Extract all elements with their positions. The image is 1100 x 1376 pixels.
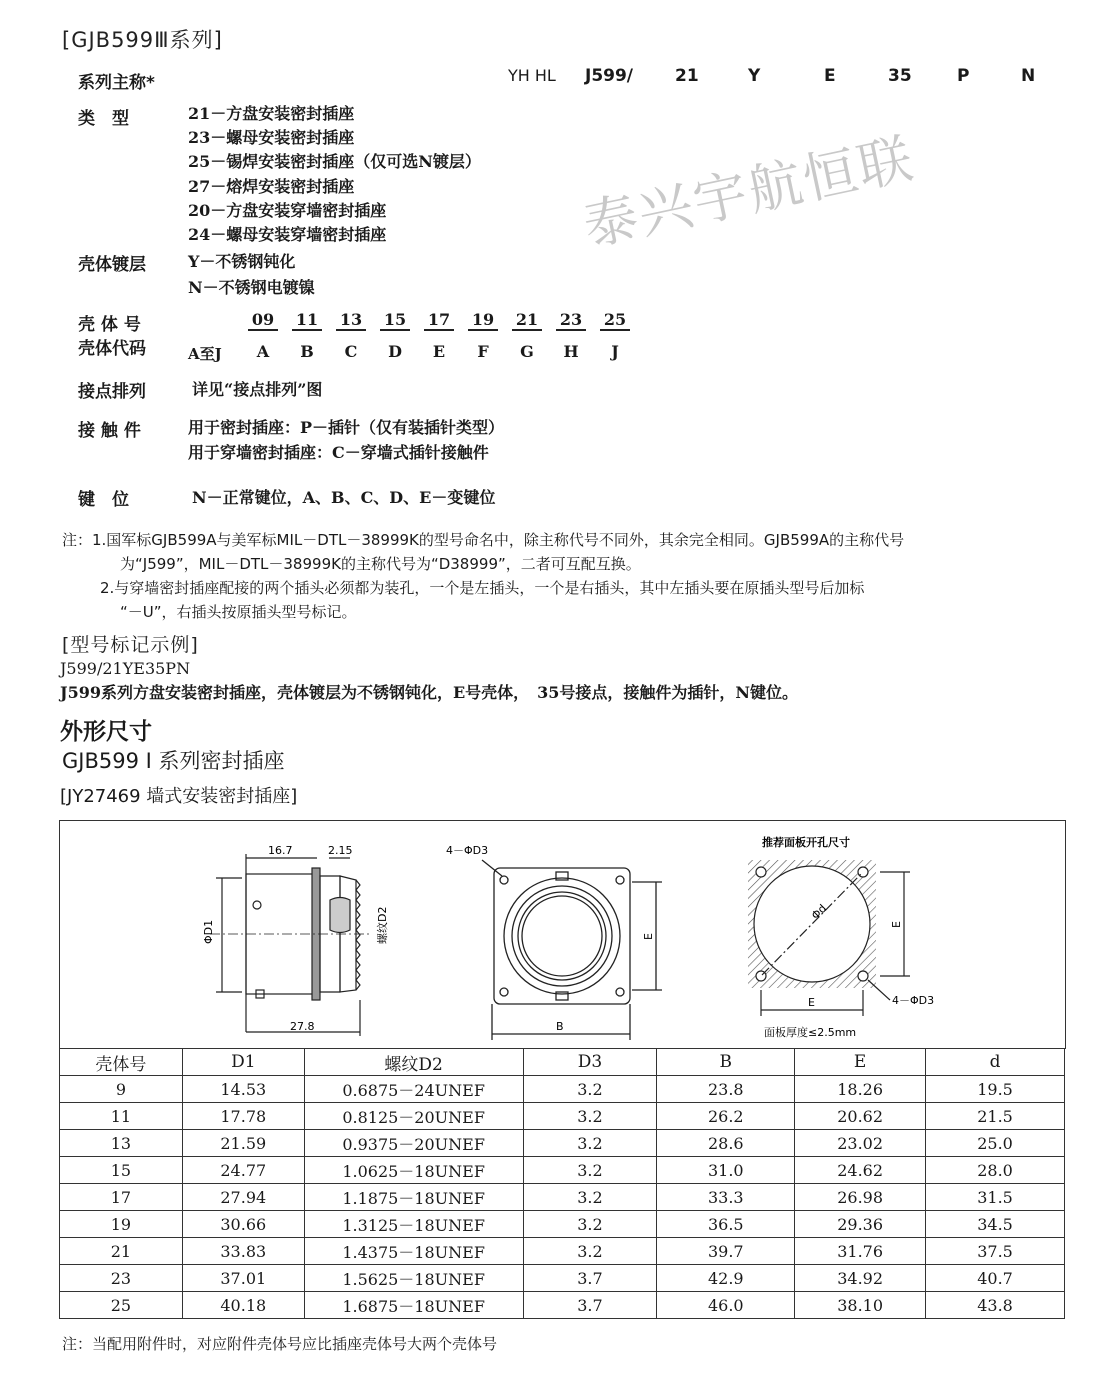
table-cell: 19.5 xyxy=(926,1076,1065,1103)
shell-code: A xyxy=(256,342,270,361)
note-line: 注：1.国军标GJB599A与美军标MIL－DTL－38999K的型号命名中，除主称代号不同外，其余完全相同。GJB599A的主称代号 xyxy=(62,531,905,549)
dim-2-15: 2.15 xyxy=(328,844,353,857)
note-line: “－U”，右插头按原插头型号标记。 xyxy=(120,603,357,621)
table-cell: 1.5625－18UNEF xyxy=(304,1265,523,1292)
code-part: P xyxy=(957,66,970,86)
dimension-table xyxy=(59,1048,1065,1319)
table-cell: 25 xyxy=(60,1292,183,1319)
type-item: 20－方盘安装穿墙密封插座 xyxy=(188,200,387,220)
contact-line: 用于穿墙密封插座：C－穿墙式插针接触件 xyxy=(188,443,489,462)
table-cell: 31.5 xyxy=(926,1184,1065,1211)
shell-size: 15 xyxy=(380,310,410,331)
shell-code: E xyxy=(432,342,446,361)
table-cell: 17 xyxy=(60,1184,183,1211)
shell-size: 25 xyxy=(600,310,630,331)
series-title: [GJB599Ⅲ系列] xyxy=(62,28,223,52)
plating-item: N－不锈钢电镀镍 xyxy=(188,278,315,297)
table-cell: 38.10 xyxy=(795,1292,926,1319)
table-cell: 24.62 xyxy=(795,1157,926,1184)
code-part: YH HL xyxy=(508,66,556,85)
contact-line: 用于密封插座：P－插针（仅有装插针类型） xyxy=(188,418,505,437)
table-cell: 3.2 xyxy=(523,1157,657,1184)
table-cell: 37.01 xyxy=(182,1265,304,1292)
table-cell: 1.3125－18UNEF xyxy=(304,1211,523,1238)
col-header: 壳体号 xyxy=(60,1049,183,1076)
table-cell: 46.0 xyxy=(657,1292,795,1319)
panel-title: 推荐面板开孔尺寸 xyxy=(762,836,850,849)
table-cell: 30.66 xyxy=(182,1211,304,1238)
table-cell: 24.77 xyxy=(182,1157,304,1184)
table-cell: 19 xyxy=(60,1211,183,1238)
table-cell: 27.94 xyxy=(182,1184,304,1211)
shell-range: A至J xyxy=(188,345,222,363)
code-part: 35 xyxy=(888,66,912,86)
table-cell: 23.02 xyxy=(795,1130,926,1157)
type-item: 21－方盘安装密封插座 xyxy=(188,104,355,123)
table-row xyxy=(60,1238,1065,1265)
arrangement-label: 接点排列 xyxy=(78,382,146,402)
label-e-right: E xyxy=(890,921,903,928)
table-cell: 11 xyxy=(60,1103,183,1130)
table-row xyxy=(60,1076,1065,1103)
shell-size-label: 壳 体 号 xyxy=(78,315,141,335)
table-header-row xyxy=(60,1049,1065,1076)
table-cell: 39.7 xyxy=(657,1238,795,1265)
table-cell: 1.1875－18UNEF xyxy=(304,1184,523,1211)
table-cell: 3.2 xyxy=(523,1103,657,1130)
shell-code: C xyxy=(344,342,358,361)
table-cell: 3.2 xyxy=(523,1130,657,1157)
code-part: Y xyxy=(748,66,761,86)
table-cell: 3.7 xyxy=(523,1265,657,1292)
label-b-mid: B xyxy=(556,1020,564,1033)
dimensions-title: 外形尺寸 xyxy=(60,719,152,745)
col-header: D3 xyxy=(523,1049,657,1076)
shell-size: 21 xyxy=(512,310,542,331)
table-cell: 40.7 xyxy=(926,1265,1065,1292)
table-cell: 3.2 xyxy=(523,1211,657,1238)
example-title: [型号标记示例] xyxy=(62,634,199,656)
table-cell: 28.6 xyxy=(657,1130,795,1157)
label-d3-right: 4－ΦD3 xyxy=(892,994,935,1007)
table-row xyxy=(60,1265,1065,1292)
table-cell: 17.78 xyxy=(182,1103,304,1130)
table-cell: 34.92 xyxy=(795,1265,926,1292)
table-cell: 33.3 xyxy=(657,1184,795,1211)
table-cell: 36.5 xyxy=(657,1211,795,1238)
col-header: E xyxy=(795,1049,926,1076)
col-header: d xyxy=(926,1049,1065,1076)
table-cell: 15 xyxy=(60,1157,183,1184)
table-cell: 23.8 xyxy=(657,1076,795,1103)
type-label: 类 型 xyxy=(78,109,129,129)
shell-code: J xyxy=(611,342,619,361)
type-item: 27－熔焊安装密封插座 xyxy=(188,176,355,196)
shell-code-label: 壳体代码 xyxy=(78,339,146,359)
table-cell: 21.59 xyxy=(182,1130,304,1157)
code-part: J599/ xyxy=(585,66,634,86)
contact-label: 接 触 件 xyxy=(78,421,141,441)
shell-size: 23 xyxy=(556,310,586,331)
shell-size: 19 xyxy=(468,310,498,331)
table-row xyxy=(60,1211,1065,1238)
panel-thickness: 面板厚度≤2.5mm xyxy=(764,1026,857,1039)
dim-27-8: 27.8 xyxy=(290,1020,315,1033)
table-cell: 13 xyxy=(60,1130,183,1157)
table-cell: 3.2 xyxy=(523,1184,657,1211)
col-header: B xyxy=(657,1049,795,1076)
label-d2: 螺纹D2 xyxy=(376,906,389,944)
table-cell: 21 xyxy=(60,1238,183,1265)
table-cell: 43.8 xyxy=(926,1292,1065,1319)
table-cell: 3.7 xyxy=(523,1292,657,1319)
label-d3-top: 4－ΦD3 xyxy=(446,844,489,857)
col-header: 螺纹D2 xyxy=(304,1049,523,1076)
table-cell: 34.5 xyxy=(926,1211,1065,1238)
shell-size: 13 xyxy=(336,310,366,331)
table-cell: 31.76 xyxy=(795,1238,926,1265)
table-cell: 26.2 xyxy=(657,1103,795,1130)
table-cell: 20.62 xyxy=(795,1103,926,1130)
shell-code: F xyxy=(477,342,489,361)
code-part: N xyxy=(1021,66,1036,86)
table-cell: 14.53 xyxy=(182,1076,304,1103)
note-line: 为“J599”，MIL－DTL－38999K的主称代号为“D38999”，二者可互配互换。 xyxy=(120,555,641,573)
example-code: J599/21YE35PN xyxy=(60,659,191,678)
watermark: 泰兴宇航恒联 xyxy=(577,126,920,259)
table-cell: 26.98 xyxy=(795,1184,926,1211)
key-label: 键 位 xyxy=(78,490,129,510)
type-item: 24－螺母安装穿墙密封插座 xyxy=(188,225,387,245)
table-cell: 9 xyxy=(60,1076,183,1103)
table-row xyxy=(60,1130,1065,1157)
key-text: N－正常键位，A、B、C、D、E－变键位 xyxy=(192,488,496,507)
label-d-panel: Φd xyxy=(808,901,830,923)
type-item: 25－锡焊安装密封插座（仅可选N镀层） xyxy=(188,152,481,172)
table-cell: 42.9 xyxy=(657,1265,795,1292)
table-cell: 31.0 xyxy=(657,1157,795,1184)
table-cell: 3.2 xyxy=(523,1076,657,1103)
label-e-mid: E xyxy=(642,933,655,940)
table-cell: 0.9375－20UNEF xyxy=(304,1130,523,1157)
table-cell: 21.5 xyxy=(926,1103,1065,1130)
table-cell: 1.0625－18UNEF xyxy=(304,1157,523,1184)
table-cell: 28.0 xyxy=(926,1157,1065,1184)
dimensions-subtitle: GJB599 I 系列密封插座 xyxy=(62,749,285,773)
type-item: 23－螺母安装密封插座 xyxy=(188,128,355,148)
shell-code: D xyxy=(388,342,402,361)
shell-size: 17 xyxy=(424,310,454,331)
side-view xyxy=(210,854,370,1036)
table-cell: 0.8125－20UNEF xyxy=(304,1103,523,1130)
plating-item: Y－不锈钢钝化 xyxy=(188,252,296,271)
panel-cutout xyxy=(748,860,910,1016)
table-cell: 23 xyxy=(60,1265,183,1292)
label-e-bottom: E xyxy=(808,996,815,1009)
table-cell: 3.2 xyxy=(523,1238,657,1265)
plating-label: 壳体镀层 xyxy=(78,255,146,275)
table-cell: 18.26 xyxy=(795,1076,926,1103)
table-row xyxy=(60,1184,1065,1211)
footnote: 注：当配用附件时，对应附件壳体号应比插座壳体号大两个壳体号 xyxy=(62,1335,498,1353)
table-cell: 40.18 xyxy=(182,1292,304,1319)
shell-code: B xyxy=(300,342,314,361)
front-view xyxy=(482,860,662,1040)
table-row xyxy=(60,1103,1065,1130)
shell-code: G xyxy=(520,342,534,361)
table-cell: 33.83 xyxy=(182,1238,304,1265)
code-part: E xyxy=(824,66,836,86)
table-cell: 25.0 xyxy=(926,1130,1065,1157)
shell-size: 11 xyxy=(292,310,322,331)
table-row xyxy=(60,1157,1065,1184)
dim-16-7: 16.7 xyxy=(268,844,293,857)
series-label: 系列主称* xyxy=(78,73,155,93)
code-part: 21 xyxy=(675,66,699,86)
table-row xyxy=(60,1292,1065,1319)
note-line: 2.与穿墙密封插座配接的两个插头必须都为装孔，一个是左插头，一个是右插头，其中左插头要在原插头型号后加标 xyxy=(100,579,865,597)
dimensions-subtitle2: [JY27469 墙式安装密封插座] xyxy=(60,786,298,807)
table-cell: 0.6875－24UNEF xyxy=(304,1076,523,1103)
arrangement-text: 详见“接点排列”图 xyxy=(192,380,323,399)
table-cell: 1.4375－18UNEF xyxy=(304,1238,523,1265)
example-desc: J599系列方盘安装密封插座，壳体镀层为不锈钢钝化，E号壳体， 35号接点，接触件为插针，N键位。 xyxy=(60,683,799,702)
shell-size: 09 xyxy=(248,310,278,331)
table-cell: 37.5 xyxy=(926,1238,1065,1265)
col-header: D1 xyxy=(182,1049,304,1076)
shell-code: H xyxy=(563,342,579,361)
table-cell: 1.6875－18UNEF xyxy=(304,1292,523,1319)
table-cell: 29.36 xyxy=(795,1211,926,1238)
label-d1: ΦD1 xyxy=(202,919,215,944)
